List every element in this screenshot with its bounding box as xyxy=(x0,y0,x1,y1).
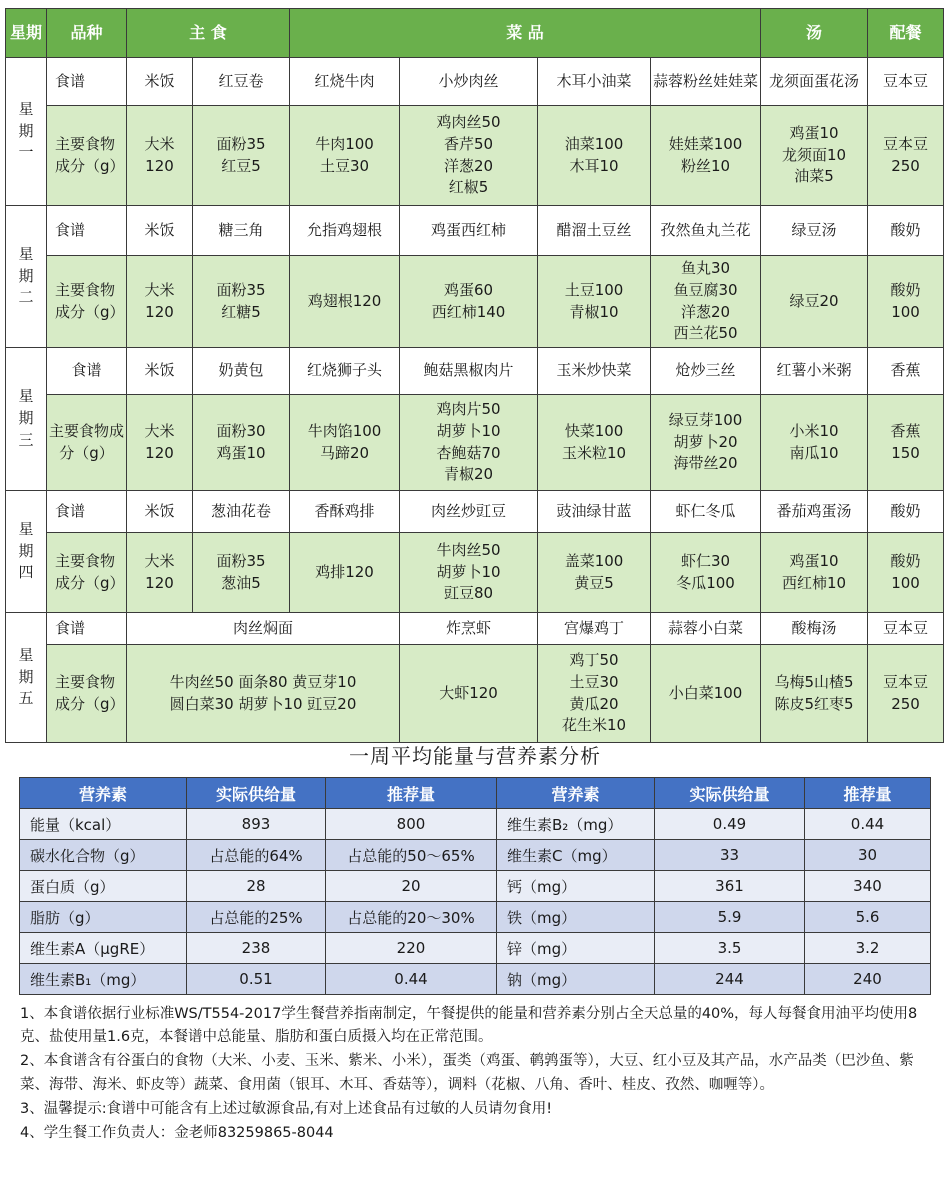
nutrient-value: 340 xyxy=(805,871,931,902)
header-dishes: 菜 品 xyxy=(290,9,761,58)
ingredient-cell: 油菜100 木耳10 xyxy=(538,106,651,206)
note-item: 1、本食谱依据行业标准WS/T554-2017学生餐营养指南制定，午餐提供的能量和营养素分别占全天总量的40%，每人每餐食用油平均使用8克、盐使用量1.6克，本餐谱中总能量、脂肪和蛋白质摄入均在正常范围。 xyxy=(20,1006,918,1046)
ingredient-label: 主要食物成分（g） xyxy=(47,395,127,491)
recipe-label: 食谱 xyxy=(47,613,127,645)
note-item: 4、学生餐工作负责人：金老师83259865-8044 xyxy=(20,1124,334,1141)
nutrient-name: 铁（mg） xyxy=(497,902,655,933)
note-item: 3、温馨提示:食谱中可能含有上述过敏源食品,有对上述食品有过敏的人员请勿食用! xyxy=(20,1100,553,1117)
recipe-cell: 玉米炒快菜 xyxy=(538,348,651,395)
recipe-row xyxy=(6,613,944,645)
ingredient-cell: 绿豆芽100 胡萝卜20 海带丝20 xyxy=(651,395,761,491)
notes-section xyxy=(20,1003,925,1146)
day-label: 星期四 xyxy=(18,519,34,582)
nutrient-name: 脂肪（g） xyxy=(20,902,187,933)
ingredient-cell: 面粉35 葱油5 xyxy=(193,533,290,613)
nutrient-value: 0.51 xyxy=(187,964,326,995)
recipe-cell: 鸡蛋西红柿 xyxy=(400,206,538,256)
ingredient-label: 主要食物成分（g） xyxy=(47,106,127,206)
recipe-cell: 奶黄包 xyxy=(193,348,290,395)
day-cell xyxy=(6,206,47,348)
ingredient-cell: 绿豆20 xyxy=(761,256,868,348)
nutrition-header-cell: 营养素 xyxy=(497,778,655,809)
recipe-cell: 豆本豆 xyxy=(868,613,944,645)
nutrient-name: 蛋白质（g） xyxy=(20,871,187,902)
recipe-cell: 糖三角 xyxy=(193,206,290,256)
recipe-cell: 番茄鸡蛋汤 xyxy=(761,491,868,533)
ingredient-row xyxy=(6,106,944,206)
recipe-label: 食谱 xyxy=(47,206,127,256)
recipe-cell: 炸烹虾 xyxy=(400,613,538,645)
nutrient-value: 占总能的50～65% xyxy=(326,840,497,871)
recipe-cell: 香蕉 xyxy=(868,348,944,395)
recipe-cell: 孜然鱼丸兰花 xyxy=(651,206,761,256)
recipe-cell: 木耳小油菜 xyxy=(538,58,651,106)
ingredient-row xyxy=(6,395,944,491)
ingredient-cell: 鸡蛋10 龙须面10 油菜5 xyxy=(761,106,868,206)
recipe-cell: 炝炒三丝 xyxy=(651,348,761,395)
recipe-cell: 红烧牛肉 xyxy=(290,58,400,106)
nutrient-value: 3.2 xyxy=(805,933,931,964)
nutrient-value: 0.49 xyxy=(655,809,805,840)
nutrient-name: 维生素B₁（mg） xyxy=(20,964,187,995)
header-soup: 汤 xyxy=(761,9,868,58)
nutrient-value: 361 xyxy=(655,871,805,902)
day-cell xyxy=(6,348,47,491)
ingredient-cell: 快菜100 玉米粒10 xyxy=(538,395,651,491)
nutrition-row xyxy=(20,871,931,902)
nutrient-name: 碳水化合物（g） xyxy=(20,840,187,871)
nutrition-row xyxy=(20,840,931,871)
day-label: 星期二 xyxy=(18,244,34,307)
ingredient-cell: 鸡蛋60 西红柿140 xyxy=(400,256,538,348)
ingredient-cell: 小米10 南瓜10 xyxy=(761,395,868,491)
ingredient-row xyxy=(6,645,944,743)
ingredient-row xyxy=(6,533,944,613)
header-staple: 主 食 xyxy=(127,9,290,58)
ingredient-cell: 牛肉馅100 马蹄20 xyxy=(290,395,400,491)
recipe-cell: 小炒肉丝 xyxy=(400,58,538,106)
recipe-cell: 鲍菇黑椒肉片 xyxy=(400,348,538,395)
nutrient-value: 5.9 xyxy=(655,902,805,933)
day-cell xyxy=(6,491,47,613)
nutrition-row xyxy=(20,902,931,933)
ingredient-cell: 豆本豆 250 xyxy=(868,106,944,206)
nutrition-table xyxy=(19,777,931,995)
nutrition-header-cell: 实际供给量 xyxy=(187,778,326,809)
nutrient-value: 220 xyxy=(326,933,497,964)
recipe-cell: 蒜蓉粉丝娃娃菜 xyxy=(651,58,761,106)
nutrient-value: 33 xyxy=(655,840,805,871)
ingredient-cell: 乌梅5山楂5 陈皮5红枣5 xyxy=(761,645,868,743)
recipe-label: 食谱 xyxy=(47,491,127,533)
recipe-cell: 宫爆鸡丁 xyxy=(538,613,651,645)
nutrient-value: 893 xyxy=(187,809,326,840)
recipe-cell: 蒜蓉小白菜 xyxy=(651,613,761,645)
nutrient-value: 0.44 xyxy=(805,809,931,840)
day-cell xyxy=(6,58,47,206)
recipe-cell: 龙须面蛋花汤 xyxy=(761,58,868,106)
ingredient-cell: 大虾120 xyxy=(400,645,538,743)
recipe-cell: 香酥鸡排 xyxy=(290,491,400,533)
recipe-label: 食谱 xyxy=(47,58,127,106)
recipe-cell: 红薯小米粥 xyxy=(761,348,868,395)
nutrient-value: 20 xyxy=(326,871,497,902)
day-cell xyxy=(6,613,47,743)
ingredient-cell: 牛肉丝50 面条80 黄豆芽10 圆白菜30 胡萝卜10 豇豆20 xyxy=(127,645,400,743)
ingredient-cell: 虾仁30 冬瓜100 xyxy=(651,533,761,613)
nutrition-header-cell: 营养素 xyxy=(20,778,187,809)
nutrient-value: 5.6 xyxy=(805,902,931,933)
recipe-cell: 豉油绿甘蓝 xyxy=(538,491,651,533)
recipe-cell: 酸奶 xyxy=(868,491,944,533)
ingredient-cell: 大米 120 xyxy=(127,106,193,206)
nutrient-value: 占总能的64% xyxy=(187,840,326,871)
recipe-cell: 允指鸡翅根 xyxy=(290,206,400,256)
day-label: 星期五 xyxy=(18,645,34,708)
recipe-cell: 醋溜土豆丝 xyxy=(538,206,651,256)
ingredient-cell: 鸡肉丝50 香芹50 洋葱20 红椒5 xyxy=(400,106,538,206)
ingredient-cell: 小白菜100 xyxy=(651,645,761,743)
nutrition-header-cell: 推荐量 xyxy=(805,778,931,809)
nutrient-value: 240 xyxy=(805,964,931,995)
nutrient-name: 维生素B₂（mg） xyxy=(497,809,655,840)
ingredient-cell: 面粉35 红豆5 xyxy=(193,106,290,206)
ingredient-label: 主要食物成分（g） xyxy=(47,256,127,348)
header-side: 配餐 xyxy=(868,9,944,58)
recipe-cell: 酸奶 xyxy=(868,206,944,256)
ingredient-cell: 鸡蛋10 西红柿10 xyxy=(761,533,868,613)
recipe-cell: 肉丝炒豇豆 xyxy=(400,491,538,533)
ingredient-cell: 豆本豆 250 xyxy=(868,645,944,743)
recipe-cell: 酸梅汤 xyxy=(761,613,868,645)
ingredient-cell: 面粉35 红糖5 xyxy=(193,256,290,348)
recipe-cell: 肉丝焖面 xyxy=(127,613,400,645)
ingredient-cell: 酸奶 100 xyxy=(868,256,944,348)
ingredient-cell: 鸡丁50 土豆30 黄瓜20 花生米10 xyxy=(538,645,651,743)
nutrient-name: 钙（mg） xyxy=(497,871,655,902)
note-item: 2、本食谱含有谷蛋白的食物（大米、小麦、玉米、紫米、小米），蛋类（鸡蛋、鹌鹑蛋等），大豆、红小豆及其产品，水产品类（巴沙鱼、紫菜、海带、海米、虾皮等）蔬菜、食用菌（银耳、木耳、香菇等），调料（花椒、八角、香叶、桂皮、孜然、咖喱等）。 xyxy=(20,1053,914,1093)
day-label: 星期一 xyxy=(18,99,34,162)
nutrition-row xyxy=(20,933,931,964)
recipe-cell: 红烧狮子头 xyxy=(290,348,400,395)
nutrient-name: 锌（mg） xyxy=(497,933,655,964)
nutrient-name: 能量（kcal） xyxy=(20,809,187,840)
nutrition-row xyxy=(20,964,931,995)
recipe-cell: 葱油花卷 xyxy=(193,491,290,533)
recipe-row xyxy=(6,491,944,533)
nutrient-value: 0.44 xyxy=(326,964,497,995)
nutrient-value: 3.5 xyxy=(655,933,805,964)
header-day: 星期 xyxy=(6,9,47,58)
recipe-cell: 虾仁冬瓜 xyxy=(651,491,761,533)
recipe-cell: 米饭 xyxy=(127,348,193,395)
nutrition-header-row xyxy=(20,778,931,809)
nutrition-row xyxy=(20,809,931,840)
recipe-row xyxy=(6,348,944,395)
ingredient-cell: 大米 120 xyxy=(127,256,193,348)
ingredient-cell: 鱼丸30 鱼豆腐30 洋葱20 西兰花50 xyxy=(651,256,761,348)
ingredient-cell: 大米 120 xyxy=(127,533,193,613)
nutrient-value: 800 xyxy=(326,809,497,840)
nutrient-name: 维生素A（μgRE） xyxy=(20,933,187,964)
ingredient-cell: 鸡排120 xyxy=(290,533,400,613)
ingredient-cell: 娃娃菜100 粉丝10 xyxy=(651,106,761,206)
ingredient-cell: 鸡肉片50 胡萝卜10 杏鲍菇70 青椒20 xyxy=(400,395,538,491)
nutrient-value: 30 xyxy=(805,840,931,871)
ingredient-label: 主要食物成分（g） xyxy=(47,645,127,743)
recipe-cell: 米饭 xyxy=(127,58,193,106)
ingredient-cell: 香蕉 150 xyxy=(868,395,944,491)
ingredient-row xyxy=(6,256,944,348)
header-category: 品种 xyxy=(47,9,127,58)
ingredient-cell: 大米 120 xyxy=(127,395,193,491)
ingredient-label: 主要食物成分（g） xyxy=(47,533,127,613)
nutrient-name: 钠（mg） xyxy=(497,964,655,995)
nutrient-value: 占总能的25% xyxy=(187,902,326,933)
nutrient-value: 占总能的20～30% xyxy=(326,902,497,933)
ingredient-cell: 土豆100 青椒10 xyxy=(538,256,651,348)
ingredient-cell: 牛肉丝50 胡萝卜10 豇豆80 xyxy=(400,533,538,613)
ingredient-cell: 盖菜100 黄豆5 xyxy=(538,533,651,613)
day-label: 星期三 xyxy=(18,387,34,449)
nutrient-value: 244 xyxy=(655,964,805,995)
ingredient-cell: 酸奶 100 xyxy=(868,533,944,613)
nutrition-header-cell: 推荐量 xyxy=(326,778,497,809)
nutrition-header-cell: 实际供给量 xyxy=(655,778,805,809)
recipe-row xyxy=(6,206,944,256)
ingredient-cell: 面粉30 鸡蛋10 xyxy=(193,395,290,491)
recipe-label: 食谱 xyxy=(47,348,127,395)
recipe-cell: 绿豆汤 xyxy=(761,206,868,256)
nutrient-value: 238 xyxy=(187,933,326,964)
recipe-cell: 红豆卷 xyxy=(193,58,290,106)
nutrient-value: 28 xyxy=(187,871,326,902)
ingredient-cell: 牛肉100 土豆30 xyxy=(290,106,400,206)
recipe-cell: 米饭 xyxy=(127,491,193,533)
recipe-row xyxy=(6,58,944,106)
nutrient-name: 维生素C（mg） xyxy=(497,840,655,871)
ingredient-cell: 鸡翅根120 xyxy=(290,256,400,348)
weekly-menu-table xyxy=(5,8,944,743)
recipe-cell: 豆本豆 xyxy=(868,58,944,106)
menu-header-row xyxy=(6,9,944,58)
recipe-cell: 米饭 xyxy=(127,206,193,256)
nutrition-title: 一周平均能量与营养素分析 xyxy=(349,744,601,768)
